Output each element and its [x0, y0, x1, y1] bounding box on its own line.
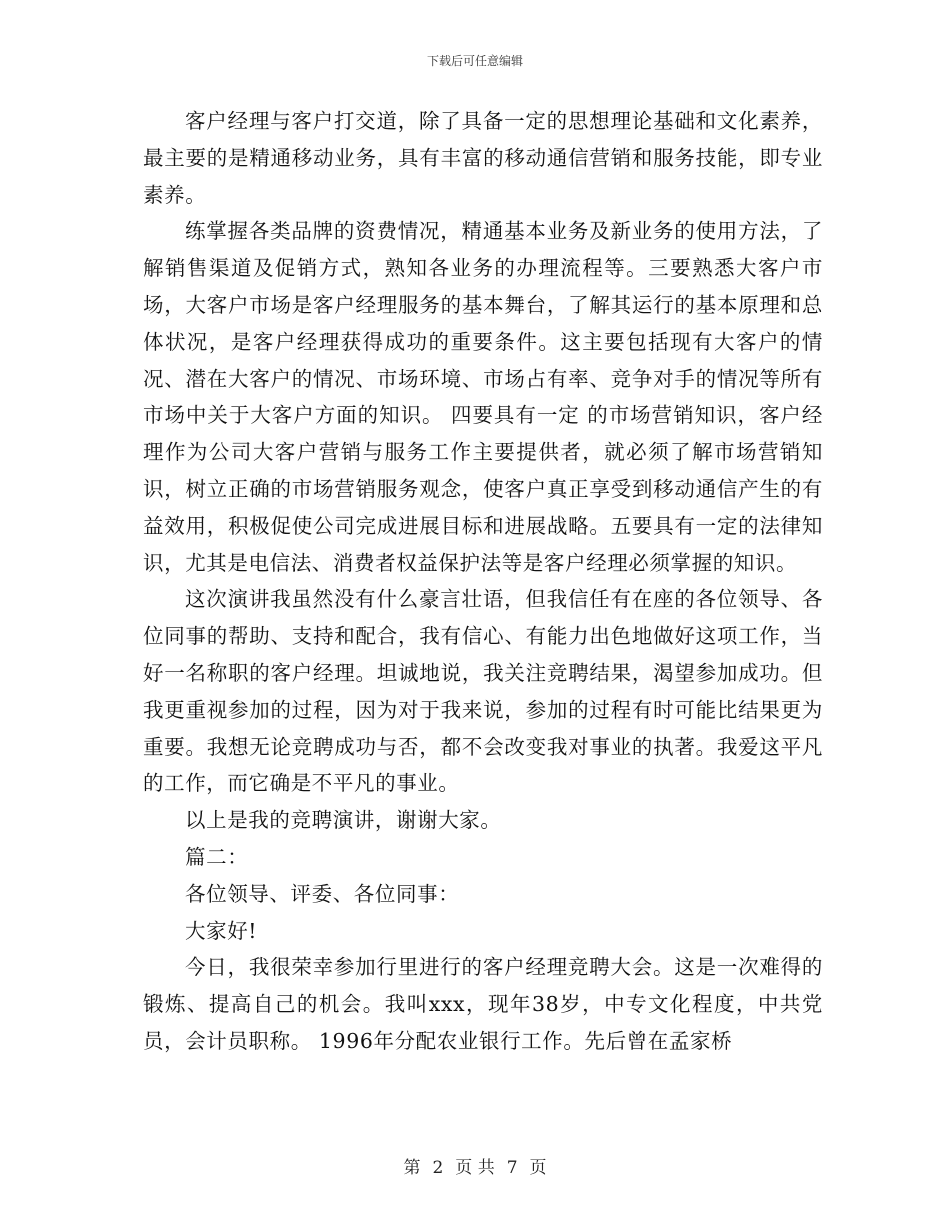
- section-heading: 篇二：: [185, 844, 249, 869]
- page-footer-prefix: 第: [403, 1158, 421, 1178]
- page-footer-middle: 页 共: [455, 1158, 495, 1178]
- greeting: 大家好!: [185, 918, 258, 943]
- paragraph: 客户经理与客户打交道，除了具备一定的思想理论基础和文化素养，最主要的是精通移动业务，具有丰富的移动通信营销和服务技能，即专业素养。: [143, 109, 823, 207]
- salutation: 各位领导、评委、各位同事：: [185, 881, 460, 906]
- page-footer-suffix: 页: [529, 1158, 547, 1178]
- page-footer: [0, 1153, 950, 1178]
- paragraph: 以上是我的竞聘演讲，谢谢大家。: [185, 808, 502, 833]
- current-page-number: 2: [432, 1158, 444, 1178]
- total-pages-number: 7: [506, 1158, 518, 1178]
- paragraph: 今日，我很荣幸参加行里进行的客户经理竞聘大会。这是一次难得的锻炼、提高自己的机会。我叫xxx，现年38岁，中专文化程度，中共党员，会计员职称。 1996年分配农业银行工作。先后曾在孟家桥: [143, 955, 823, 1053]
- paragraph: 这次演讲我虽然没有什么豪言壮语，但我信任有在座的各位领导、各位同事的帮助、支持和配合，我有信心、有能力出色地做好这项工作，当好一名称职的客户经理。坦诚地说，我关注竞聘结果，渴望参加成功。但我更重视参加的过程，因为对于我来说，参加的过程有时可能比结果更为重要。我想无论竞聘成功与否，都不会改变我对事业的执著。我爱这平凡的工作，而它确是不平凡的事业。: [143, 587, 823, 796]
- document-body: [143, 103, 823, 1060]
- paragraph: 练掌握各类品牌的资费情况，精通基本业务及新业务的使用方法，了解销售渠道及促销方式，熟知各业务的办理流程等。三要熟悉大客户市场，大客户市场是客户经理服务的基本舞台，了解其运行的基本原理和总体状况，是客户经理获得成功的重要条件。这主要包括现有大客户的情况、潜在大客户的情况、市场环境、市场占有率、竞争对手的情况等所有市场中关于大客户方面的知识。 四要具有一定 的市场营销知识，客户经理作为公司大客户营销与服务工作主要提供者，就必须了解市场营销知识，树立正确的市场营销服务观念，使客户真正享受到移动通信产生的有益效用，积极促使公司完成进展目标和进展战略。五要具有一定的法律知识，尤其是电信法、消费者权益保护法等是客户经理必须掌握的知识。: [143, 219, 823, 575]
- page-header: 下载后可任意编辑: [426, 54, 523, 68]
